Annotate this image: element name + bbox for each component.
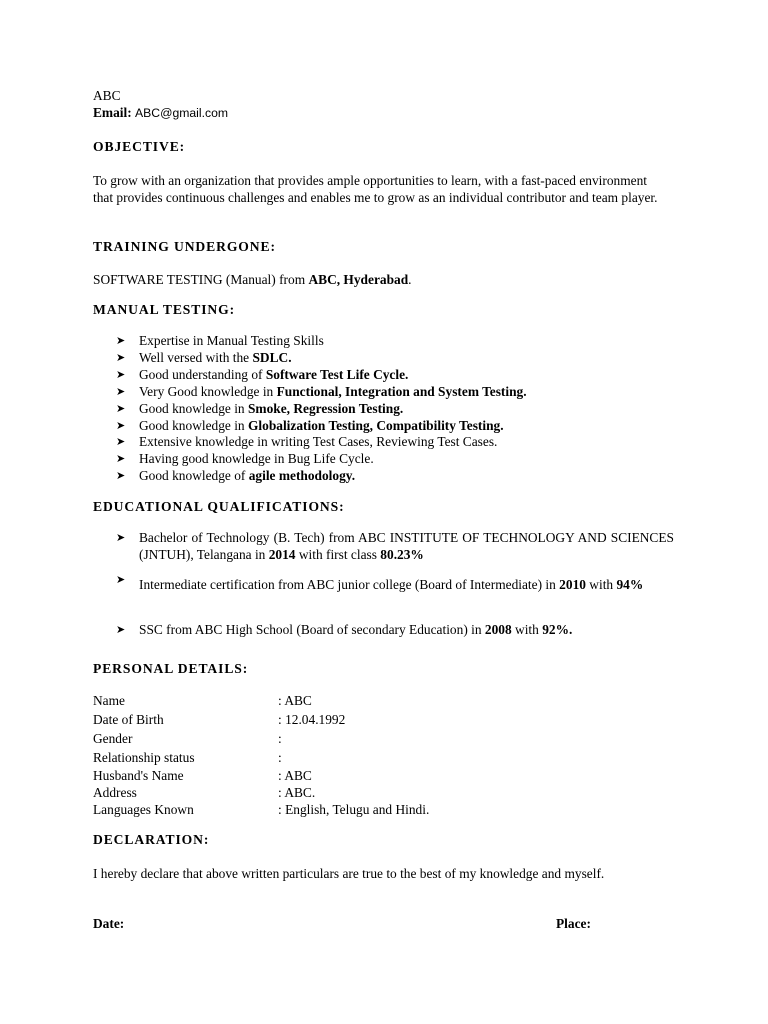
list-item: ➤ Having good knowledge in Bug Life Cycle.	[116, 451, 374, 467]
place-label: Place:	[556, 916, 591, 931]
email-label: Email:	[93, 105, 132, 120]
manual-testing-list	[116, 333, 527, 485]
arrow-bullet-icon: ➤	[116, 367, 126, 381]
objective-text: To grow with an organization that provides ample opportunities to learn, with a fast-paced environment that provides continuous challenges and enables me to grow as an individual contributor and team player.	[93, 173, 658, 205]
arrow-bullet-icon: ➤	[116, 334, 126, 347]
objective-heading: OBJECTIVE:	[93, 139, 186, 154]
training-text-prefix: SOFTWARE TESTING (Manual) from	[93, 272, 309, 287]
detail-label: Date of Birth	[93, 712, 164, 727]
arrow-bullet-icon: ➤	[116, 401, 126, 415]
arrow-bullet-icon: ➤	[116, 435, 126, 449]
detail-label: Husband's Name	[93, 768, 184, 783]
email-line	[93, 105, 228, 121]
arrow-bullet-icon: ➤	[116, 623, 126, 636]
declaration-heading: DECLARATION:	[93, 832, 210, 847]
email-value: ABC@gmail.com	[135, 106, 229, 120]
education-item-btech: ➤ Bachelor of Technology (B. Tech) from ABC INSTITUTE OF TECHNOLOGY AND SCIENCES (JNTUH), Telangana in 2014 with first class 80.23%	[116, 530, 674, 562]
detail-label: Relationship status	[93, 750, 195, 765]
arrow-bullet-icon: ➤	[116, 531, 126, 544]
detail-label: Gender	[93, 731, 133, 746]
detail-value: : ABC	[278, 693, 312, 708]
list-item: ➤ Good understanding of Software Test Life Cycle.	[116, 366, 409, 382]
list-item: ➤ Extensive knowledge in writing Test Cases, Reviewing Test Cases.	[116, 434, 498, 450]
detail-value: :	[278, 731, 282, 746]
list-item: ➤ Expertise in Manual Testing Skills	[116, 333, 324, 348]
arrow-bullet-icon: ➤	[116, 452, 126, 466]
arrow-bullet-icon: ➤	[116, 469, 126, 483]
training-institute: ABC, Hyderabad	[308, 272, 409, 287]
manual-testing-heading: MANUAL TESTING:	[93, 302, 236, 317]
education-heading: EDUCATIONAL QUALIFICATIONS:	[93, 499, 345, 514]
candidate-name: ABC	[93, 88, 121, 103]
list-item: ➤ Good knowledge in Smoke, Regression Testing.	[116, 400, 404, 416]
detail-value: : English, Telugu and Hindi.	[278, 802, 430, 817]
list-item: ➤ Good knowledge in Globalization Testing, Compatibility Testing.	[116, 417, 504, 433]
date-label: Date:	[93, 916, 125, 931]
detail-value: : 12.04.1992	[278, 712, 346, 727]
list-item: ➤ Good knowledge of agile methodology.	[116, 468, 356, 484]
arrow-bullet-icon: ➤	[116, 573, 126, 586]
detail-value: : ABC	[278, 768, 312, 783]
declaration-text: I hereby declare that above written particulars are true to the best of my knowledge and myself.	[93, 866, 605, 881]
detail-label: Name	[93, 693, 125, 708]
training-text-suffix: .	[408, 272, 412, 287]
list-item: ➤ Well versed with the SDLC.	[116, 349, 292, 365]
detail-label: Address	[93, 785, 137, 800]
list-item: ➤ Very Good knowledge in Functional, Integration and System Testing.	[116, 383, 527, 399]
training-text	[93, 272, 412, 288]
detail-label: Languages Known	[93, 802, 194, 817]
personal-details-heading: PERSONAL DETAILS:	[93, 661, 249, 676]
education-item-intermediate: ➤ Intermediate certification from ABC junior college (Board of Intermediate) in 2010 with 94%	[116, 573, 644, 592]
arrow-bullet-icon: ➤	[116, 384, 126, 398]
arrow-bullet-icon: ➤	[116, 418, 126, 432]
training-heading: TRAINING UNDERGONE:	[93, 239, 276, 254]
education-item-ssc: ➤ SSC from ABC High School (Board of secondary Education) in 2008 with 92%.	[116, 622, 573, 637]
arrow-bullet-icon: ➤	[116, 350, 126, 364]
detail-value: : ABC.	[278, 785, 316, 800]
detail-value: :	[278, 750, 282, 765]
